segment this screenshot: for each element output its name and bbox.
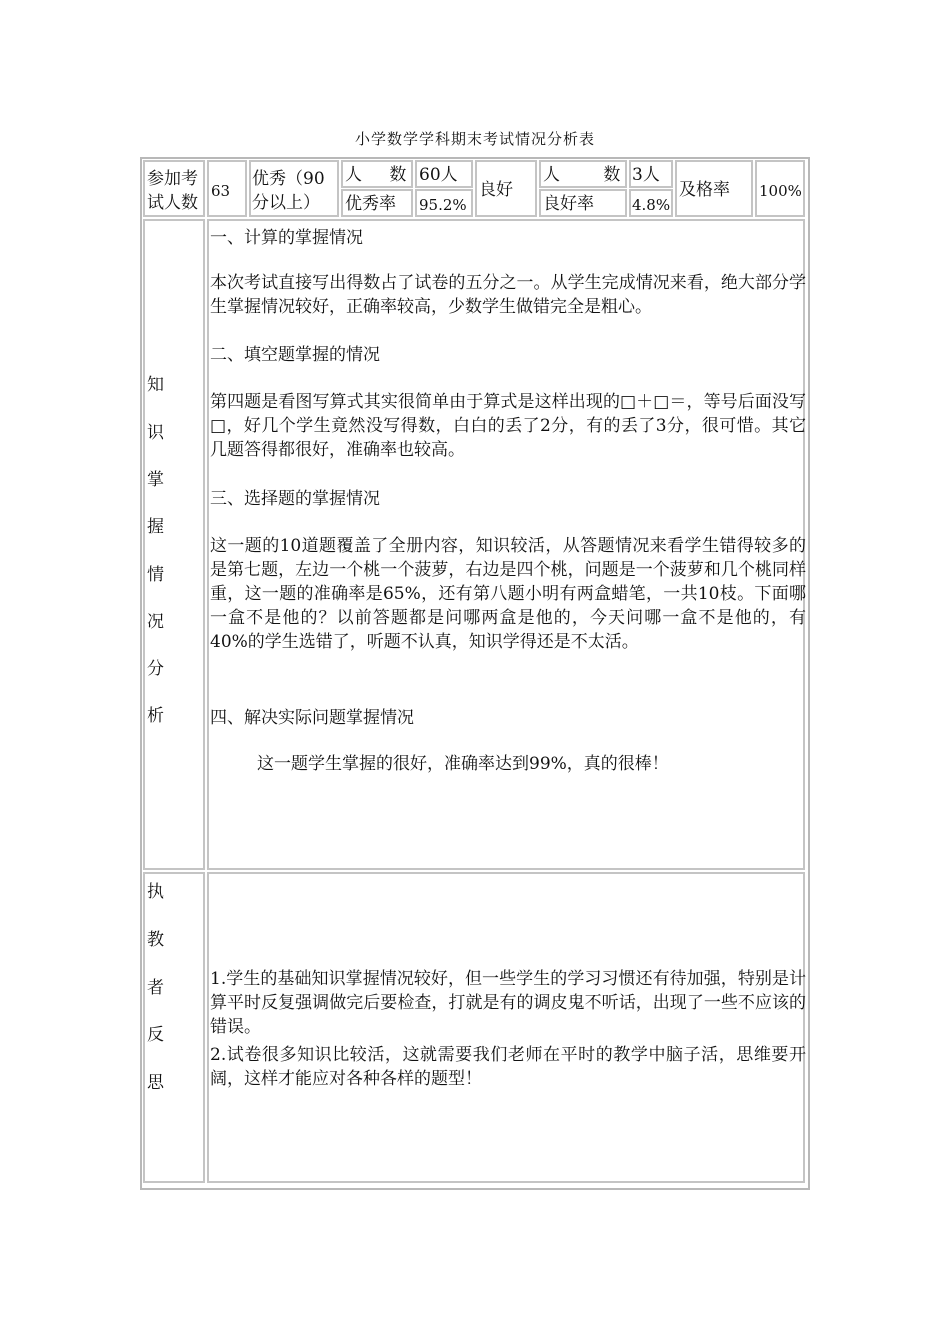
participants-value-cell [207, 160, 247, 217]
section-heading-3: 三、选择题的掌握情况 [210, 489, 380, 509]
section-heading-2: 二、填空题掌握的情况 [210, 345, 380, 365]
reflection-item-1: 1.学生的基础知识掌握情况较好，但一些学生的学习习惯还有待加强，特别是计算平时反复强调做完后要检查，打就是有的调皮鬼不听话，出现了一些不应该的错误。 [210, 969, 806, 1037]
excellent-count-cell [415, 160, 473, 188]
good-rate-label-cell [539, 189, 627, 217]
good-count: 3人 [632, 165, 660, 185]
excellent-count-label: 人 数 [345, 165, 407, 185]
reflection-label-char: 反 [147, 1025, 164, 1045]
reflection-item-2: 2.试卷很多知识比较活，这就需要我们老师在平时的教学中脑子活，思维要开阔，这样才能应对各种各样的题型！ [210, 1045, 806, 1089]
excellent-rate: 95.2% [419, 196, 467, 214]
excellent-count-label-cell [341, 160, 413, 188]
reflection-label-char: 者 [147, 978, 164, 998]
good-count-cell [629, 160, 673, 188]
good-rate-cell [629, 189, 673, 217]
good-count-label-cell [539, 160, 627, 188]
analysis-label-char: 知 [147, 375, 164, 395]
analysis-label-char: 识 [147, 423, 164, 443]
reflection-label-char: 教 [147, 930, 164, 950]
section-heading-1: 一、计算的掌握情况 [210, 228, 363, 248]
reflection-label-char: 执 [147, 882, 164, 902]
analysis-label-char: 掌 [147, 470, 164, 490]
good-rate-label: 良好率 [543, 194, 594, 214]
pass-rate: 100% [759, 182, 802, 200]
section-body-4: 这一题学生掌握的很好，准确率达到99%，真的很棒！ [257, 754, 669, 774]
good-label-cell [475, 160, 537, 217]
excellent-rate-cell [415, 189, 473, 217]
excellent-rate-label: 优秀率 [345, 194, 396, 214]
pass-label-cell [675, 160, 753, 217]
section-heading-4: 四、解决实际问题掌握情况 [210, 708, 414, 728]
pass-rate-cell [755, 160, 805, 217]
analysis-label-char: 分 [147, 659, 164, 679]
participants-value: 63 [211, 182, 231, 200]
analysis-label-char: 握 [147, 517, 164, 537]
excellent-label: 优秀（90分以上） [252, 169, 325, 213]
participants-label: 参加考试人数 [147, 169, 198, 213]
good-label: 良好 [479, 180, 513, 200]
reflection-label-char: 思 [147, 1073, 164, 1093]
section-body-3: 这一题的10道题覆盖了全册内容，知识较活，从答题情况来看学生错得较多的是第七题，左边一个桃一个菠萝，右边是四个桃，问题是一个菠萝和几个桃同样重，这一题的准确率是65%，还有第八题小明有两盒蜡笔，一共10枝。下面哪一盒不是他的？以前答题都是问哪两盒是他的，今天问哪一盒不是他的，有40%的学生选错了，听题不认真，知识学得还是不太活。 [210, 536, 806, 652]
pass-label: 及格率 [679, 180, 730, 200]
analysis-label-char: 析 [147, 706, 164, 726]
participants-label-cell [143, 160, 205, 217]
page-title: 小学数学学科期末考试情况分析表 [354, 130, 595, 148]
analysis-label-char: 况 [147, 612, 164, 632]
section-body-1: 本次考试直接写出得数占了试卷的五分之一。从学生完成情况来看，绝大部分学生掌握情况较好，正确率较高，少数学生做错完全是粗心。 [210, 273, 806, 317]
analysis-label-char: 情 [147, 565, 164, 585]
excellent-count: 60人 [419, 165, 458, 185]
analysis-label-cell [143, 219, 205, 870]
good-count-label: 人 数 [543, 165, 621, 185]
excellent-rate-label-cell [341, 189, 413, 217]
section-body-2: 第四题是看图写算式其实很简单由于算式是这样出现的□＋□＝，等号后面没写□，好几个学生竟然没写得数，白白的丢了2分，有的丢了3分，很可惜。其它几题答得都很好，准确率也较高。 [210, 392, 806, 460]
good-rate: 4.8% [632, 196, 671, 214]
excellent-label-cell [249, 160, 339, 217]
